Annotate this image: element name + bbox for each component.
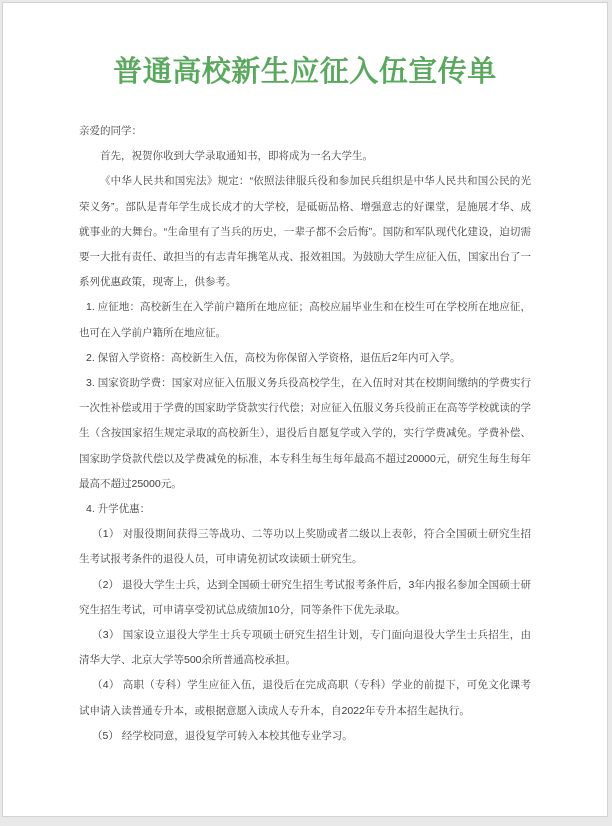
paragraph: 《中华人民共和国宪法》规定：“依照法律服兵役和参加民兵组织是中华人民共和国公民的光荣义务”。部队是青年学生成长成才的大学校，是砥砺品格、增强意志的好课堂，是施展才华、成就事业的大舞台。“生命里有了当兵的历史，一辈子都不会后悔”。国防和军队现代化建设，迫切需要一大批有责任、敢担当的有志青年携笔从戎、报效祖国。为鼓励大学生应征入伍，国家出台了一系列优惠政策，现寄上，供参考。 [79, 175, 531, 289]
paragraph: （5） 经学校同意，退役复学可转入本校其他专业学习。 [92, 729, 353, 742]
document-page [2, 2, 608, 817]
paragraph: 4. 升学优惠： [86, 503, 151, 516]
page-title: 普通高校新生应征入伍宣传单 [113, 56, 497, 88]
paragraph: （1） 对服役期间获得三等战功、二等功以上奖励或者二级以上表彰，符合全国硕士研究生招生考试报考条件的退役人员，可申请免初试攻读硕士研究生。 [79, 528, 531, 566]
document-body [79, 119, 531, 749]
paragraph: （4） 高职（专科）学生应征入伍，退役后在完成高职（专科）学业的前提下，可免文化课考试申请入读普通专升本，或根据意愿入读成人专升本，自2022年专升本招生起执行。 [79, 679, 531, 717]
paragraph: 首先，祝贺你收到大学录取通知书，即将成为一名大学生。 [100, 150, 373, 163]
paragraph: （3） 国家设立退役大学生士兵专项硕士研究生招生计划，专门面向退役大学生士兵招生，由清华大学、北京大学等500余所普通高校承担。 [79, 629, 531, 667]
paragraph: 3. 国家资助学费：国家对应征入伍服义务兵役高校学生，在入伍时对其在校期间缴纳的学费实行一次性补偿或用于学费的国家助学贷款实行代偿；对应征入伍服义务兵役前正在高等学校就读的学生（含按国家招生规定录取的高校新生），退役后自愿复学或入学的，实行学费减免。学费补偿、国家助学贷款代偿以及学费减免的标准，本专科生每生每年最高不超过20000元，研究生每生每年最高不超过25000元。 [79, 377, 531, 490]
paragraph-list [79, 144, 531, 749]
paragraph: 2. 保留入学资格：高校新生入伍，高校为你保留入学资格，退伍后2年内可入学。 [86, 351, 461, 364]
paragraph: 1. 应征地：高校新生在入学前户籍所在地应征；高校应届毕业生和在校生可在学校所在地应征，也可在入学前户籍所在地应征。 [79, 301, 531, 339]
paragraph: （2） 退役大学生士兵，达到全国硕士研究生招生考试报考条件后，3年内报名参加全国硕士研究生招生考试，可申请享受初试总成绩加10分，同等条件下优先录取。 [79, 578, 531, 616]
salutation: 亲爱的同学： [79, 125, 142, 137]
